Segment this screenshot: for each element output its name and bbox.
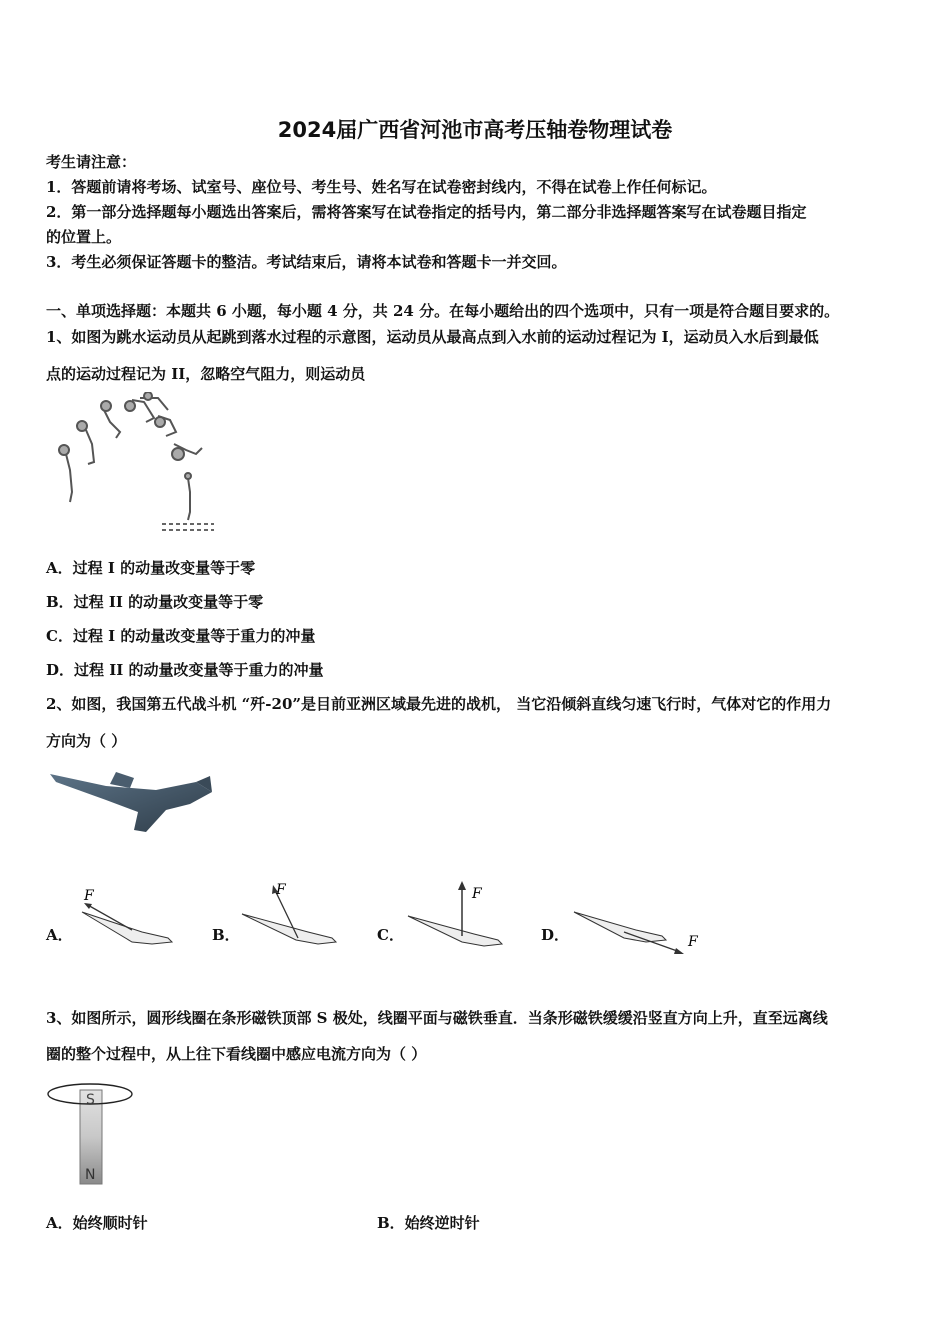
q3-option-a[interactable]: A．始终顺时针 (46, 1214, 148, 1232)
option-a-diagram (72, 882, 176, 956)
option-c-diagram (404, 878, 508, 956)
q2-stem: 2、如图，我国第五代战斗机 “歼-20”是目前亚洲区域最先进的战机， 当它沿倾斜直线匀速飞行时，气体对它的作用力 (46, 695, 832, 713)
q3-stem: 圈的整个过程中，从上往下看线圈中感应电流方向为（ ） (46, 1045, 427, 1063)
q1-option-c[interactable]: C．过程 I 的动量改变量等于重力的冲量 (46, 627, 316, 645)
q1-option-b[interactable]: B．过程 II 的动量改变量等于零 (46, 593, 264, 611)
section-heading: 一、单项选择题：本题共 6 小题，每小题 4 分，共 24 分。在每小题给出的四个选项中，只有一项是符合题目要求的。 (46, 302, 840, 320)
q2-option-d[interactable]: D． (541, 926, 570, 944)
magnet-n-label: N (85, 1167, 96, 1183)
q1-stem: 1、如图为跳水运动员从起跳到落水过程的示意图，运动员从最高点到入水前的运动过程记为 I，运动员入水后到最低 (46, 328, 819, 346)
q2-option-c[interactable]: C． (377, 926, 404, 944)
q3-stem: 3、如图所示，圆形线圈在条形磁铁顶部 S 极处，线圈平面与磁铁垂直．当条形磁铁缓缓沿竖直方向上升，直至远离线 (46, 1009, 828, 1027)
force-label: F (472, 886, 482, 902)
q2-option-b[interactable]: B． (212, 926, 240, 944)
q2-stem: 方向为（ ） (46, 732, 127, 750)
notice-heading: 考生请注意： (46, 153, 137, 171)
option-d-diagram (570, 898, 704, 962)
q1-option-a[interactable]: A．过程 I 的动量改变量等于零 (46, 559, 256, 577)
force-label: F (276, 882, 286, 898)
force-label: F (688, 934, 698, 950)
force-label: F (84, 888, 94, 904)
q1-option-d[interactable]: D．过程 II 的动量改变量等于重力的冲量 (46, 661, 324, 679)
notice-item: 1．答题前请将考场、试室号、座位号、考生号、姓名写在试卷密封线内，不得在试卷上作任何标记。 (46, 178, 717, 196)
notice-item: 2．第一部分选择题每小题选出答案后，需将答案写在试卷指定的括号内，第二部分非选择题答案写在试卷题目指定 (46, 203, 807, 221)
diver-figure (48, 392, 218, 537)
jet-photo (46, 764, 218, 836)
notice-item: 的位置上。 (46, 228, 122, 246)
q3-option-b[interactable]: B．始终逆时针 (377, 1214, 480, 1232)
q2-option-a[interactable]: A． (46, 926, 73, 944)
option-b-diagram (238, 878, 342, 956)
magnet-coil-figure (46, 1078, 136, 1190)
page-title: 2024届广西省河池市高考压轴卷物理试卷 (277, 118, 673, 142)
q1-stem: 点的运动过程记为 II，忽略空气阻力，则运动员 (46, 365, 366, 383)
magnet-s-label: S (86, 1092, 95, 1108)
notice-item: 3．考生必须保证答题卡的整洁。考试结束后，请将本试卷和答题卡一并交回。 (46, 253, 567, 271)
